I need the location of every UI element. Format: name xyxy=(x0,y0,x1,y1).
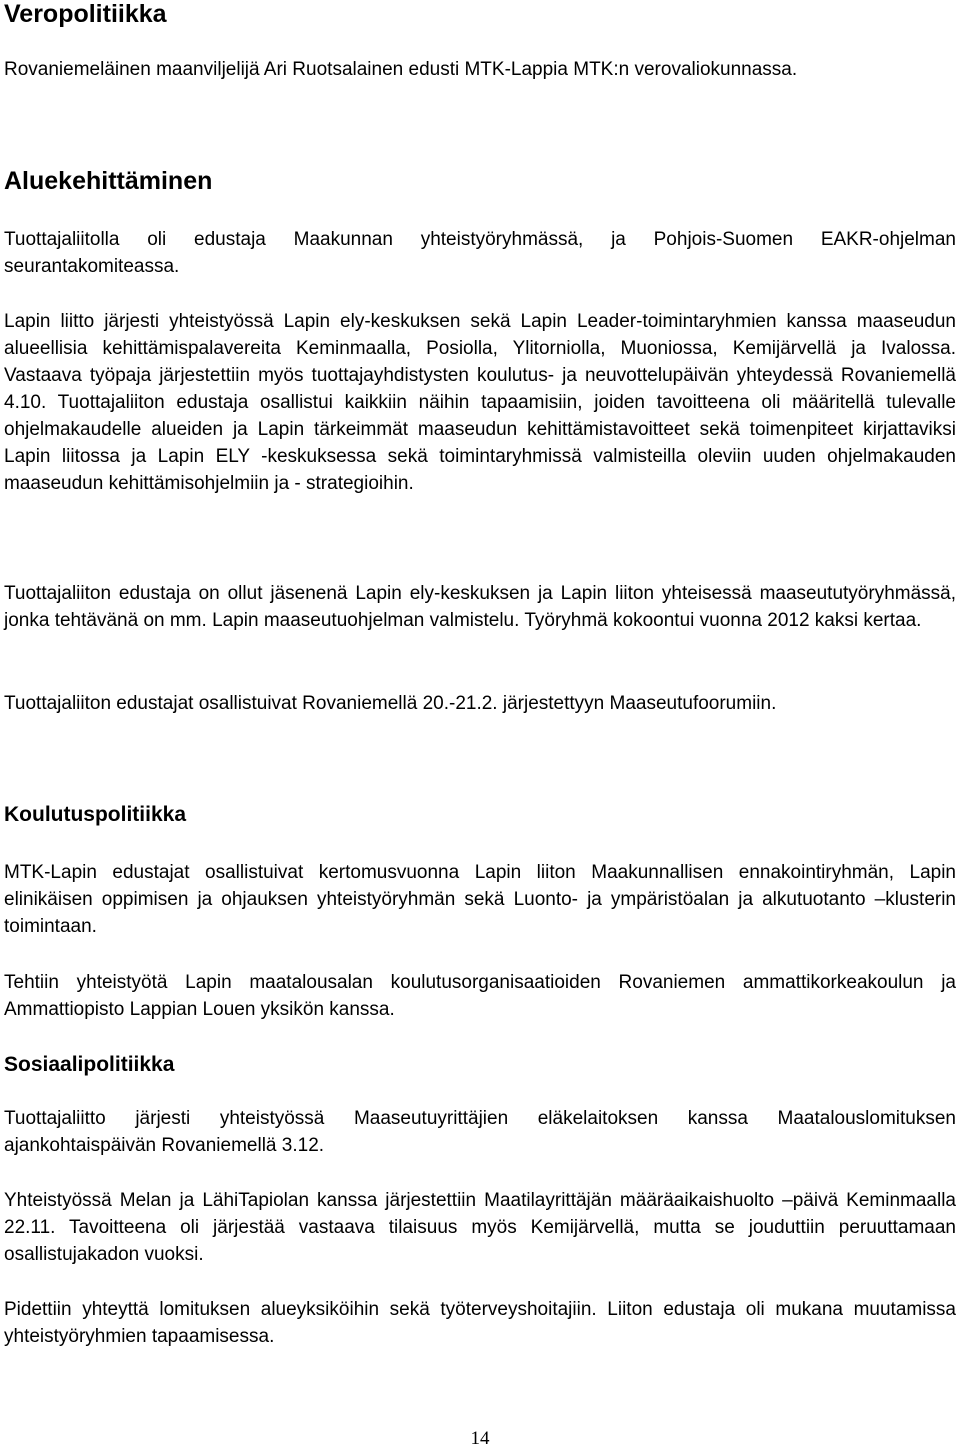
paragraph-alueyksikot: Pidettiin yhteyttä lomituksen alueyksiköihin sekä työterveyshoitajiin. Liiton edustaja oli mukana muutamissa yhteistyöryhmien tapaamisessa. xyxy=(4,1299,956,1347)
paragraph-maatalouslomitus: Tuottajaliitto järjesti yhteistyössä Maaseutuyrittäjien eläkelaitoksen kanssa Maatalouslomituksen ajankohtaispäivän Rovaniemellä 3.12. xyxy=(4,1108,956,1156)
heading-aluekehittaminen: Aluekehittäminen xyxy=(4,167,213,195)
heading-koulutuspolitiikka: Koulutuspolitiikka xyxy=(4,803,187,826)
heading-sosiaalipolitiikka: Sosiaalipolitiikka xyxy=(4,1053,175,1076)
paragraph-verovaliokunta: Rovaniemeläinen maanviljelijä Ari Ruotsalainen edusti MTK-Lappia MTK:n verovaliokunnassa. xyxy=(4,59,798,80)
page-number: 14 xyxy=(470,1428,490,1449)
heading-veropolitiikka: Veropolitiikka xyxy=(4,0,167,28)
paragraph-kehittamispalaverit: Lapin liitto järjesti yhteistyössä Lapin ely-keskuksen sekä Lapin Leader-toimintaryhmien kanssa maaseudun alueellisia kehittämispalavereita Keminmaalla, Posiolla, Ylitorniolla, Muoniossa, Kemijärvellä ja Ivalossa. Vastaava työpaja järjestettiin myös tuottajayhdistysten koulutus- ja neuvottelupäivän yhteydessä Rovaniemellä 4.10. Tuottajaliiton edustaja osallistui kaikkiin näihin tapaamisiin, joiden tavoitteena oli määritellä tulevalle ohjelmakaudelle alueiden ja Lapin tärkeimmät maaseudun kehittämistavoitteet sekä toimenpiteet kirjattaviksi Lapin liitossa ja Lapin ELY -keskuksessa sekä toimintaryhmissä valmisteilla oleviin uuden ohjelmakauden maaseudun kehittämisohjelmiin ja - strategioihin. xyxy=(4,311,956,494)
paragraph-maaseututyoryhma: Tuottajaliiton edustaja on ollut jäsenenä Lapin ely-keskuksen ja Lapin liiton yhteisessä maaseututyöryhmässä, jonka tehtävänä on mm. Lapin maaseutuohjelman valmistelu. Työryhmä kokoontui vuonna 2012 kaksi kertaa. xyxy=(4,583,956,631)
paragraph-maaraaikaishuolto: Yhteistyössä Melan ja LähiTapiolan kanssa järjestettiin Maatilayrittäjän määräaikaishuolto –päivä Keminmaalla 22.11. Tavoitteena oli järjestää vastaava tilaisuus myös Kemijärvellä, mutta se jouduttiin peruuttamaan osallistujakadon vuoksi. xyxy=(4,1190,956,1265)
paragraph-koulutusorganisaatiot: Tehtiin yhteistyötä Lapin maatalousalan koulutusorganisaatioiden Rovaniemen ammattikorkeakoulun ja Ammattiopisto Lappian Louen yksikön kanssa. xyxy=(4,972,956,1020)
paragraph-maakunnan-yhteistyoryhma: Tuottajaliitolla oli edustaja Maakunnan yhteistyöryhmässä, ja Pohjois-Suomen EAKR-ohjelman seurantakomiteassa. xyxy=(4,229,956,277)
paragraph-maaseutufoorumi: Tuottajaliiton edustajat osallistuivat Rovaniemellä 20.-21.2. järjestettyyn Maaseutufoorumiin. xyxy=(4,693,777,714)
paragraph-ennakointiryhma: MTK-Lapin edustajat osallistuivat kertomusvuonna Lapin liiton Maakunnallisen ennakointiryhmän, Lapin elinikäisen oppimisen ja ohjauksen yhteistyöryhmän sekä Luonto- ja ympäristöalan ja alkutuotanto –klusterin toimintaan. xyxy=(4,862,956,937)
